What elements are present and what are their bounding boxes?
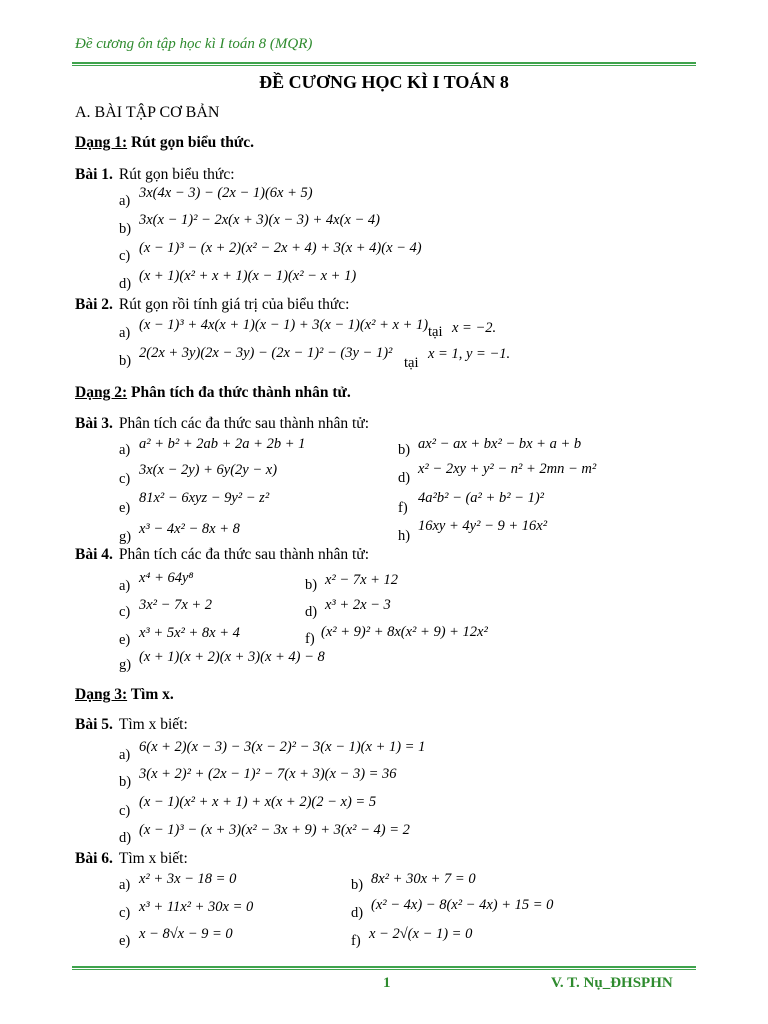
bai1-b-expr: 3x(x − 1)² − 2x(x + 3)(x − 3) + 4x(x − 4): [139, 212, 380, 228]
dang3-heading: [75, 686, 174, 704]
bai5-a-label: a): [119, 747, 131, 763]
header-rule: [72, 62, 696, 66]
bai5-label: Bài 5.: [75, 716, 113, 733]
bai3-d-label: d): [398, 470, 411, 486]
bai3-h-expr: 16xy + 4y² − 9 + 16x²: [418, 518, 548, 534]
bai4-g-expr: (x + 1)(x + 2)(x + 3)(x + 4) − 8: [139, 649, 325, 665]
dang2-text: Phân tích đa thức thành nhân tử.: [127, 384, 351, 401]
bai6-label: Bài 6.: [75, 850, 113, 867]
bai2-label: Bài 2.: [75, 296, 113, 313]
bai6-c-expr: x³ + 11x² + 30x = 0: [139, 899, 254, 915]
bai3-g-expr: x³ − 4x² − 8x + 8: [139, 521, 240, 537]
bai3-a-expr: a² + b² + 2ab + 2a + 2b + 1: [139, 436, 306, 452]
bai3-g-label: g): [119, 529, 132, 545]
bai2-b-expr: 2(2x + 3y)(2x − 3y) − (2x − 1)² − (3y − 1)²: [139, 345, 393, 361]
bai3-e-expr: 81x² − 6xyz − 9y² − z²: [139, 490, 270, 506]
bai4-d-expr: x³ + 2x − 3: [325, 597, 391, 613]
bai6-f-label: f): [351, 933, 361, 949]
bai2-b-label: b): [119, 353, 132, 369]
bai1-b-label: b): [119, 221, 132, 237]
bai3-f-expr: 4a²b² − (a² + b² − 1)²: [418, 490, 544, 506]
bai5-c-expr: (x − 1)(x² + x + 1) + x(x + 2)(2 − x) = 5: [139, 794, 377, 810]
bai3-h-label: h): [398, 528, 411, 544]
bai5-text: Tìm x biết:: [118, 716, 188, 733]
bai1-a-expr: 3x(4x − 3) − (2x − 1)(6x + 5): [139, 185, 313, 201]
bai3-d-expr: x² − 2xy + y² − n² + 2mn − m²: [418, 461, 597, 477]
section-heading: A. BÀI TẬP CƠ BẢN: [75, 104, 220, 121]
bai2-b-value: x = 1, y = −1.: [428, 346, 511, 362]
dang3-label: Dạng 3:: [75, 686, 128, 703]
bai6-e-label: e): [119, 933, 131, 949]
bai1-d-expr: (x + 1)(x² + x + 1)(x − 1)(x² − x + 1): [139, 268, 357, 284]
bai4-text: Phân tích các đa thức sau thành nhân tử:: [118, 546, 369, 563]
bai5-b-label: b): [119, 774, 132, 790]
bai6-b-expr: 8x² + 30x + 7 = 0: [371, 871, 476, 887]
bai6-a-label: a): [119, 877, 131, 893]
bai1-c-label: c): [119, 248, 131, 264]
bai4-b-expr: x² − 7x + 12: [325, 572, 399, 588]
bai6-e-expr: x − 8√x − 9 = 0: [139, 926, 233, 942]
bai6-a-expr: x² + 3x − 18 = 0: [139, 871, 237, 887]
bai4-c-expr: 3x² − 7x + 2: [139, 597, 213, 613]
bai2-a-value: x = −2.: [452, 320, 497, 336]
bai4-a-expr: x⁴ + 64y⁸: [139, 570, 194, 586]
bai4-d-label: d): [305, 604, 318, 620]
bai6-heading: [75, 850, 188, 868]
bai4-g-label: g): [119, 657, 132, 673]
bai3-f-label: f): [398, 500, 408, 516]
bai4-b-label: b): [305, 577, 318, 593]
bai5-b-expr: 3(x + 2)² + (2x − 1)² − 7(x + 3)(x − 3) = 36: [139, 766, 397, 782]
bai4-a-label: a): [119, 578, 131, 594]
dang2-heading: [75, 384, 351, 402]
bai2-b-tai: tại: [404, 355, 419, 371]
document-title: ĐỀ CƯƠNG HỌC KÌ I TOÁN 8: [259, 72, 509, 92]
bai3-label: Bài 3.: [75, 415, 113, 432]
bai4-label: Bài 4.: [75, 546, 113, 563]
bai1-text: Rút gọn biểu thức:: [118, 166, 235, 183]
bai2-text: Rút gọn rồi tính giá trị của biểu thức:: [118, 296, 350, 313]
bai3-heading: [75, 415, 369, 433]
bai2-a-expr: (x − 1)³ + 4x(x + 1)(x − 1) + 3(x − 1)(x² + x + 1): [139, 317, 429, 333]
footer-author: V. T. Nụ_ĐHSPHN: [551, 975, 673, 991]
dang1-heading: [75, 134, 254, 152]
dang1-label: Dạng 1:: [75, 134, 128, 151]
bai4-c-label: c): [119, 604, 131, 620]
dang2-label: Dạng 2:: [75, 384, 128, 401]
bai5-d-label: d): [119, 830, 132, 846]
bai2-heading: [75, 296, 349, 314]
bai3-c-label: c): [119, 471, 131, 487]
page-number: 1: [383, 975, 391, 991]
bai1-c-expr: (x − 1)³ − (x + 2)(x² − 2x + 4) + 3(x + 4)(x − 4): [139, 240, 422, 256]
bai5-c-label: c): [119, 803, 131, 819]
bai4-f-label: f): [305, 631, 315, 647]
bai3-e-label: e): [119, 500, 131, 516]
bai5-a-expr: 6(x + 2)(x − 3) − 3(x − 2)² − 3(x − 1)(x + 1) = 1: [139, 739, 426, 755]
footer-rule: [72, 966, 696, 970]
bai6-d-expr: (x² − 4x) − 8(x² − 4x) + 15 = 0: [371, 897, 554, 913]
bai4-e-expr: x³ + 5x² + 8x + 4: [139, 625, 240, 641]
bai6-f-expr: x − 2√(x − 1) = 0: [369, 926, 473, 942]
dang1-text: Rút gọn biểu thức.: [127, 134, 254, 151]
bai3-b-label: b): [398, 442, 411, 458]
bai2-a-label: a): [119, 325, 131, 341]
bai4-e-label: e): [119, 632, 131, 648]
bai1-a-label: a): [119, 193, 131, 209]
page-header: Đề cương ôn tập học kì I toán 8 (MQR): [75, 36, 313, 52]
bai4-heading: [75, 546, 369, 564]
bai6-b-label: b): [351, 877, 364, 893]
bai3-text: Phân tích các đa thức sau thành nhân tử:: [118, 415, 369, 432]
dang3-text: Tìm x.: [127, 686, 174, 703]
bai3-c-expr: 3x(x − 2y) + 6y(2y − x): [139, 462, 278, 478]
bai2-a-tai: tại: [428, 324, 443, 340]
bai5-heading: [75, 716, 188, 734]
bai6-d-label: d): [351, 905, 364, 921]
bai1-label: Bài 1.: [75, 166, 113, 183]
bai6-c-label: c): [119, 905, 131, 921]
bai5-d-expr: (x − 1)³ − (x + 3)(x² − 3x + 9) + 3(x² − 4) = 2: [139, 822, 410, 838]
bai1-d-label: d): [119, 276, 132, 292]
bai6-text: Tìm x biết:: [118, 850, 188, 867]
bai3-a-label: a): [119, 442, 131, 458]
bai4-f-expr: (x² + 9)² + 8x(x² + 9) + 12x²: [321, 624, 488, 640]
bai3-b-expr: ax² − ax + bx² − bx + a + b: [418, 436, 582, 452]
bai1-heading: [75, 166, 235, 184]
